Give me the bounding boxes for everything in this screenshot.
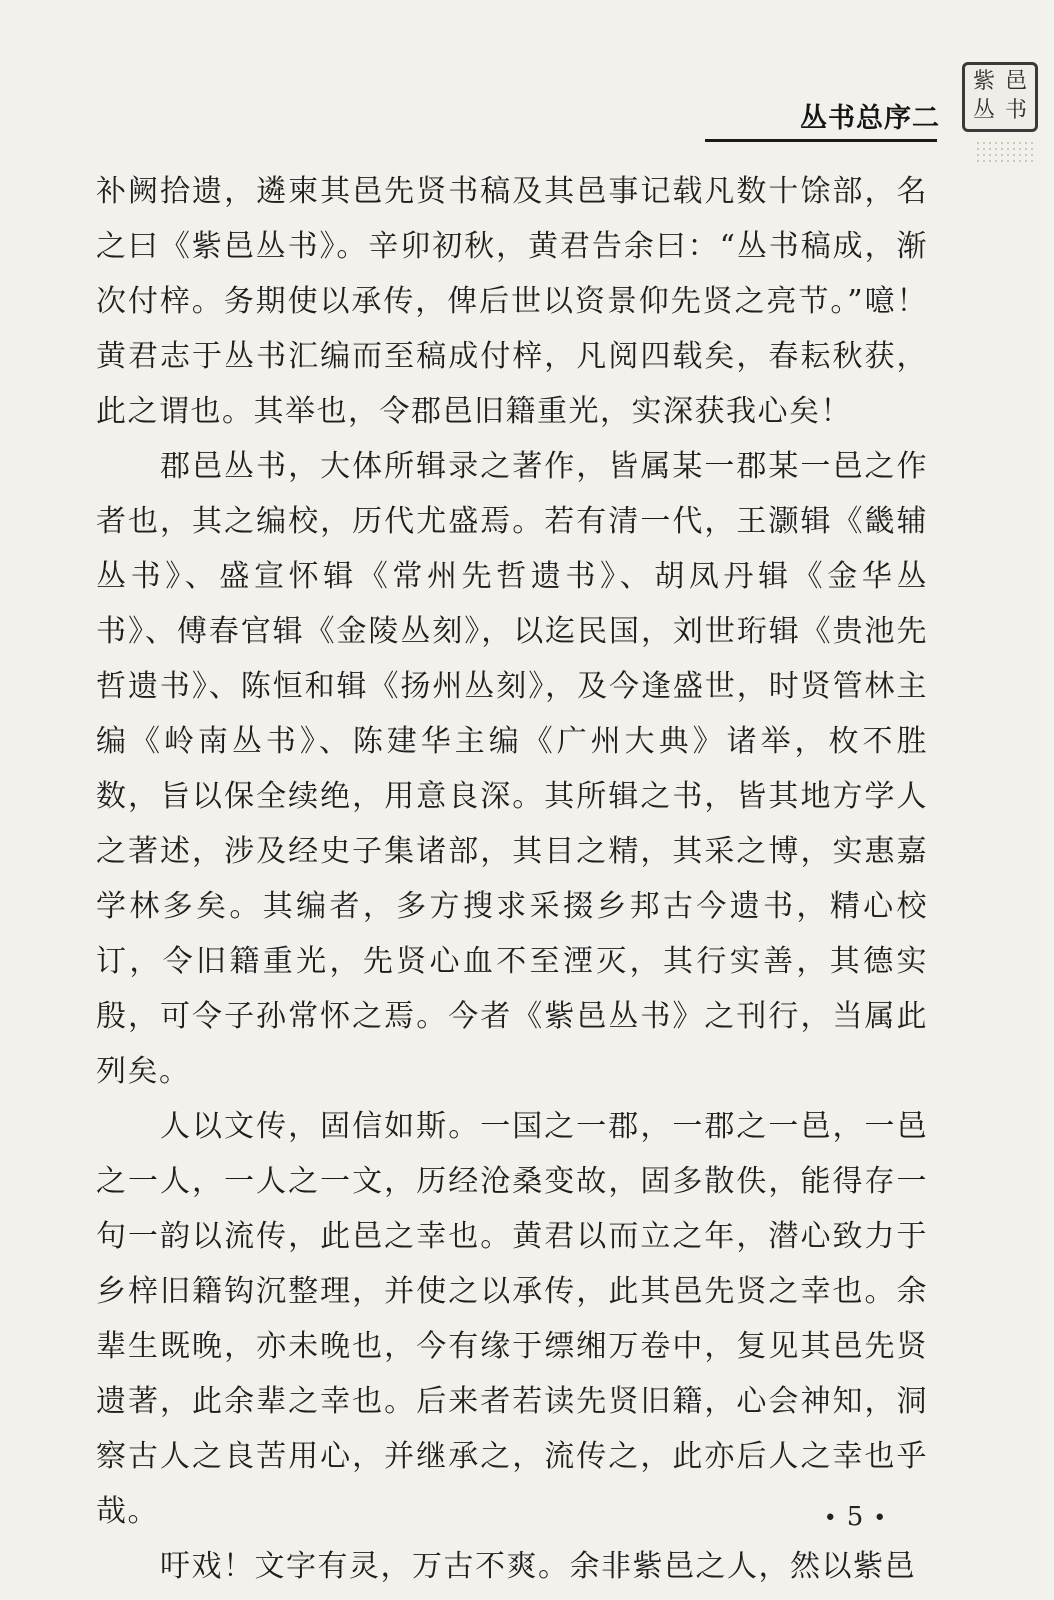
seal-texture	[975, 140, 1035, 162]
paragraph: 郡邑丛书，大体所辑录之著作，皆属某一郡某一邑之作者也，其之编校，历代尤盛焉。若有清一代，王灏辑《畿辅丛书》、盛宣怀辑《常州先哲遗书》、胡凤丹辑《金华丛书》、傅春官辑《金陵丛刻》，以迄民国，刘世珩辑《贵池先哲遗书》、陈恒和辑《扬州丛刻》，及今逢盛世，时贤管林主编《岭南丛书》、陈建华主编《广州大典》诸举，枚不胜数，旨以保全续绝，用意良深。其所辑之书，皆其地方学人之著述，涉及经史子集诸部，其目之精，其采之博，实惠嘉学林多矣。其编者，多方搜求采掇乡邦古今遗书，精心校订，令旧籍重光，先贤心血不至湮灭，其行实善，其德实殷，可令子孙常怀之焉。今者《紫邑丛书》之刊行，当属此列矣。	[96, 449, 928, 1089]
seal-char: 邑	[1004, 69, 1027, 94]
running-head: 丛书总序二	[800, 103, 940, 134]
paragraph: 吁戏！文字有灵，万古不爽。余非紫邑之人，然以紫邑	[160, 1549, 916, 1584]
seal-char: 丛	[972, 98, 995, 123]
page-number-dot-right: •	[873, 1506, 887, 1531]
paragraph: 补阙拾遗，遴柬其邑先贤书稿及其邑事记载凡数十馀部，名之曰《紫邑丛书》。辛卯初秋，黄君告余曰：“丛书稿成，渐次付梓。务期使以承传，俾后世以资景仰先贤之亮节。”噫！黄君志于丛书汇编而至稿成付梓，凡阅四载矣，春耘秋获，此之谓也。其举也，令郡邑旧籍重光，实深获我心矣！	[96, 174, 928, 429]
seal-char: 书	[1004, 98, 1027, 123]
body-text	[96, 164, 928, 1594]
seal-char: 紫	[972, 69, 995, 94]
page-number-dot-left: •	[823, 1506, 837, 1531]
header-rule	[705, 139, 937, 142]
page-number	[800, 1502, 910, 1542]
paragraph: 人以文传，固信如斯。一国之一郡，一郡之一邑，一邑之一人，一人之一文，历经沧桑变故，固多散佚，能得存一句一韵以流传，此邑之幸也。黄君以而立之年，潜心致力于乡梓旧籍钩沉整理，并使之以承传，此其邑先贤之幸也。余辈生既晚，亦未晚也，今有缘于缥缃万卷中，复见其邑先贤遗著，此余辈之幸也。后来者若读先贤旧籍，心会神知，洞察古人之良苦用心，并继承之，流传之，此亦后人之幸也乎哉。	[96, 1109, 928, 1529]
seal-logo	[962, 62, 1038, 132]
page-number-value: 5	[846, 1502, 864, 1532]
